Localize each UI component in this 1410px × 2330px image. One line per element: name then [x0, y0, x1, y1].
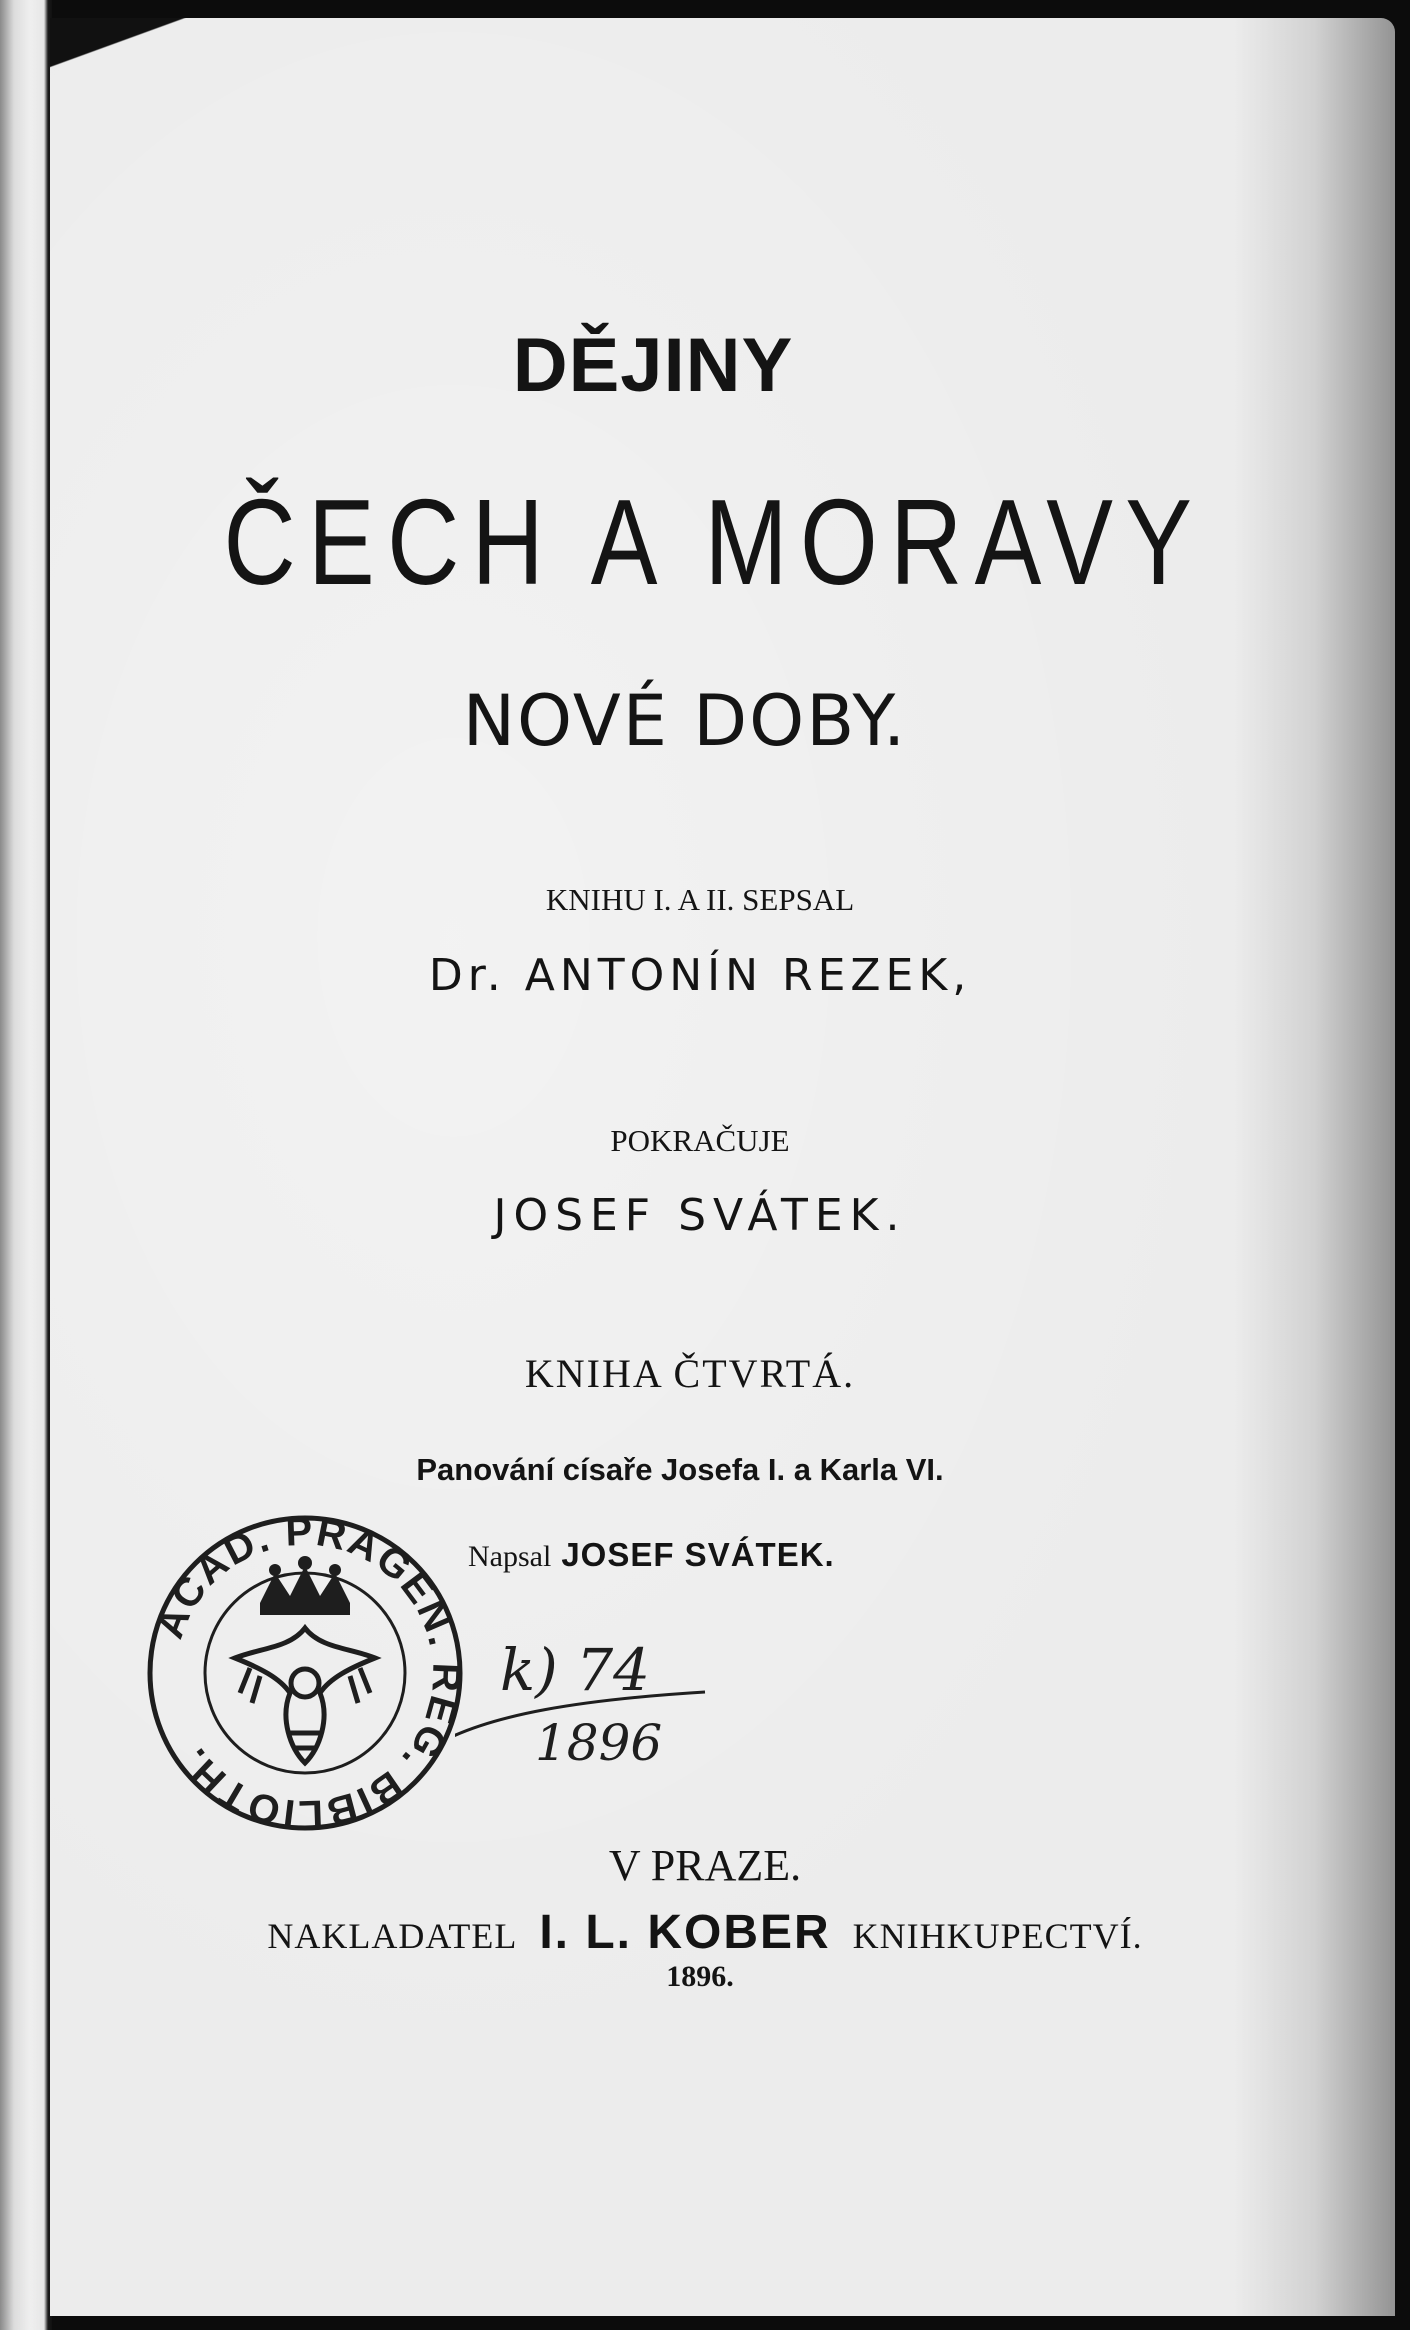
shelfmark-line-2: 1896 — [535, 1714, 663, 1772]
title-line-1: DĚJINY — [512, 323, 794, 408]
eagle-emblem-icon — [235, 1628, 375, 1763]
second-author: JOSEF SVÁTEK. — [493, 1190, 907, 1241]
publisher-suffix: KNIHKUPECTVÍ. — [852, 1916, 1143, 1956]
title-line-2: ČECH A MORAVY — [223, 474, 1205, 610]
publication-place: V PRAZE. — [608, 1841, 802, 1890]
first-author: Dr. ANTONÍN REZEK, — [428, 950, 972, 1001]
stamp-inscription: ACAD. PRAGEN. REG. BIBLIOTH. — [147, 1509, 469, 1837]
library-stamp — [140, 1508, 470, 1838]
publication-year: 1896. — [666, 1960, 734, 1993]
by-prefix: Napsal — [468, 1540, 552, 1573]
handwritten-shelfmark — [455, 1620, 715, 1780]
shelfmark-line-1: k) 74 — [500, 1636, 651, 1704]
left-page-edge — [0, 0, 52, 2330]
publisher-name: I. L. KOBER — [539, 1906, 831, 1959]
by-author-name: JOSEF SVÁTEK. — [561, 1536, 835, 1573]
credit-line: KNIHU I. A II. SEPSAL — [545, 882, 855, 917]
volume-subtitle: Panování císaře Josefa I. a Karla VI. — [416, 1452, 944, 1487]
page-corner-tear — [50, 18, 210, 98]
book-label: KNIHA ČTVRTÁ. — [524, 1351, 856, 1396]
title-line-3: NOVÉ DOBY. — [462, 680, 908, 762]
crown-icon — [260, 1556, 350, 1615]
continued-label: POKRAČUJE — [610, 1123, 790, 1158]
by-line — [468, 1536, 835, 1574]
publisher-prefix: NAKLADATEL — [267, 1916, 518, 1956]
publisher-line — [160, 1905, 1250, 1960]
